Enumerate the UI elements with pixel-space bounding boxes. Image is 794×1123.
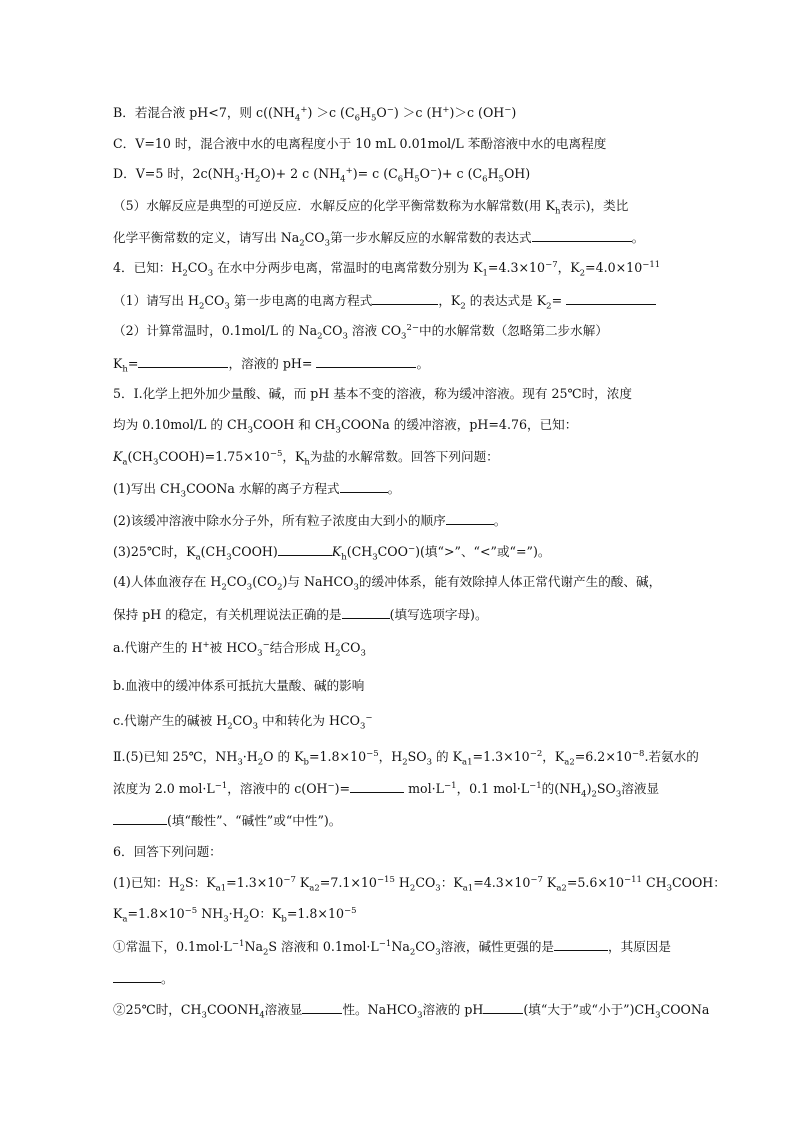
question-6-1-line2: $K_a=1.8\times 10^{-5}$ $NH_3\cdot H_2O$：$K_b=1.8\times 10^{-5}$ [113, 905, 357, 925]
answer-blank[interactable] [483, 1001, 523, 1014]
question-3-5-line2: 化学平衡常数的定义，请写出 $Na_2CO_3$第一步水解反应的水解常数的表达式 。 [113, 230, 645, 249]
option-c-buffer: c.代谢产生的碱被 $H_2CO_3$ 中和转化为 $HCO_3^-$ [113, 712, 373, 732]
answer-blank[interactable] [113, 970, 161, 983]
question-5-stem-3: $K_a(CH_3COOH)=1.75\times 10^{-5}$，$K_h$为盐的水解常数。回答下列问题： [113, 448, 499, 468]
option-b: B．若混合液 pH<7，则 $c((NH_4^+) >c$ $(C_6H_5O^-) >c$ (H+)＞c (OH−) [113, 104, 517, 124]
answer-blank[interactable] [566, 292, 656, 305]
answer-blank[interactable] [446, 512, 494, 525]
option-c: C．V=10 时，混合液中水的电离程度小于 10 mL 0.01mol/L 苯酚溶液中水的电离程度 [113, 136, 607, 151]
answer-blank[interactable] [316, 355, 416, 368]
answer-blank[interactable] [302, 1001, 342, 1014]
question-6-1-sub1-cont: 。 [113, 970, 174, 987]
question-4-stem: 4．已知：$H_2CO_3$ 在水中分两步电离，常温时的电离常数分别为 $K_1=4.3\times 10^{-7}$，$K_2=4.0\times 10^{-11}$ [113, 259, 661, 279]
question-4-1: （1）请写出 $H_2CO_3$ 第一步电离的电离方程式 ，$K_2$ 的表达式是 $K_2=$ [113, 292, 656, 309]
option-b-buffer: b.血液中的缓冲体系可抵抗大量酸、碱的影响 [113, 678, 365, 693]
answer-blank[interactable] [278, 543, 332, 556]
question-5-stem-2: 均为 0.10mol/L 的 $CH_3COOH$ 和 $CH_3COONa$ 的缓冲溶液，pH=4.76，已知： [113, 417, 578, 436]
question-5-5-line1: Ⅱ.(5)已知 25℃，$NH_3\cdot H_2O$ 的 $K_b=1.8\times 10^{-5}$，$H_2SO_3$ 的 $K_{a1}=1.3\times 10^{-2}$，$K_{a2}=6.2\times 10^{-8}$.若氨水的 [113, 748, 699, 768]
question-6-1-sub2: ②25℃时，$CH_3COONH_4$溶液显 性。NaHCO$_3$溶液的 pH (填“大于”或“小于$”)CH_3COONa$ [113, 1002, 710, 1021]
question-5-stem-1: 5．Ⅰ.化学上把外加少量酸、碱，而 pH 基本不变的溶液，称为缓冲溶液。现有 25℃时，浓度 [113, 386, 632, 401]
answer-blank[interactable] [342, 606, 390, 619]
answer-blank[interactable] [532, 229, 632, 242]
question-6-1-sub1: ①常温下，$0.1mol\cdot L^{-1}Na_2S$ 溶液和 $0.1mol\cdot L^{-1}Na_2CO_3$溶液，碱性更强的是 ，其原因是 [113, 938, 671, 958]
question-4-2: （2）计算常温时，0.1mol/L 的 $Na_2CO_3$ 溶液 $CO_3^{2-}$中的水解常数（忽略第二步水解） [113, 322, 608, 342]
answer-blank[interactable] [372, 292, 438, 305]
answer-blank[interactable] [350, 780, 404, 793]
question-5-3: (3)25℃时，$K_a(CH_3COOH)$ $K_h(CH_3COO^-)$(填“>”、“<”或“=”)。 [113, 543, 551, 563]
option-d: D．V=5 时，$2c(NH_3\cdot H_2O)+ 2$ c $(NH_4^+)= c$ $(C_6H_5O^-)+ c$ $(C_6H_5OH)$ [113, 165, 531, 185]
answer-blank[interactable] [554, 938, 608, 951]
option-a: a.代谢产生的 H+被 $HCO_3^-$结合形成 $H_2CO_3$ [113, 639, 366, 659]
question-5-2: (2)该缓冲溶液中除水分子外，所有粒子浓度由大到小的顺序 。 [113, 513, 507, 528]
question-5-5-line3: (填“酸性”、“碱性”或“中性”)。 [113, 812, 341, 829]
answer-blank[interactable] [138, 355, 228, 368]
answer-blank[interactable] [113, 812, 167, 825]
question-5-5-line2: 浓度为 2.0 $mol\cdot L^{-1}$，溶液中的 $c(OH^-)= mol\cdot L^{-1}$，0.1 $mol\cdot L^{-1}$的$(NH_4)_2SO_3$溶液显 [113, 780, 660, 800]
question-5-4-line2: 保持 pH 的稳定，有关机理说法正确的是 (填写选项字母)。 [113, 607, 488, 622]
answer-blank[interactable] [340, 480, 388, 493]
question-6-heading: 6．回答下列问题： [113, 844, 222, 859]
question-4-2-answer: $K_h=$ ，溶液的 pH= 。 [113, 356, 430, 375]
question-6-1-line1: (1)已知：$H_2S$：$K_{a1}=1.3\times 10^{-7}$ $K_{a2}=7.1\times 10^{-15}$ $H_2CO_3$：$K_{a1}=4.3\times 10^{-7}$ $K_{a2}=5.6\times 10^{-11}$ $CH_3COOH$： [113, 874, 726, 894]
question-5-1: (1)写出 $CH_3COONa$ 水解的离子方程式 。 [113, 481, 401, 500]
question-3-5-line1: （5）水解反应是典型的可逆反应．水解反应的化学平衡常数称为水解常数(用 $K_h$表示)，类比 [113, 198, 629, 217]
question-5-4-line1: (4)人体血液存在 $H_2CO_3(CO_2)$与 NaHCO$_3$的缓冲体系，能有效除掉人体正常代谢产生的酸、碱， [113, 574, 662, 593]
